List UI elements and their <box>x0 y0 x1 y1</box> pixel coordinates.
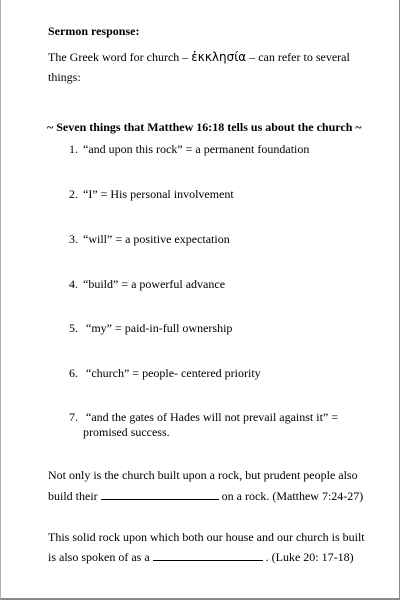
greek-intro-line2: things: <box>48 70 81 84</box>
greek-intro-before: The Greek word for church – <box>48 50 192 64</box>
list-item-text: “I” = His personal involvement <box>83 187 234 201</box>
list-item <box>69 321 232 335</box>
list-item-number: 4. <box>69 277 78 291</box>
list-item <box>69 410 338 424</box>
list-item-continuation: promised success. <box>83 425 170 439</box>
paragraph-1-before: build their <box>48 489 101 503</box>
list-item-number: 3. <box>69 232 78 246</box>
list-item <box>69 366 261 380</box>
list-item-text: “will” = a positive expectation <box>83 232 230 246</box>
paragraph-2-line1: This solid rock upon which both our house and our church is built <box>48 530 365 544</box>
list-item <box>69 142 309 156</box>
greek-word: ἐκκλησία <box>191 50 247 64</box>
paragraph-1-line1: Not only is the church built upon a rock, but prudent people also <box>48 468 358 482</box>
list-item-number: 5. <box>69 321 78 335</box>
paragraph-2-before: is also spoken of as a <box>48 550 153 564</box>
greek-intro-line1 <box>48 50 350 64</box>
list-item <box>69 187 234 201</box>
fill-in-blank[interactable] <box>153 549 263 561</box>
list-item-text: “build” = a powerful advance <box>83 277 226 291</box>
fill-in-blank[interactable] <box>101 488 219 500</box>
list-item-number: 1. <box>69 142 78 156</box>
list-item-text: “my” = paid-in-full ownership <box>83 321 233 335</box>
paragraph-2-after: . (Luke 20: 17-18) <box>262 550 354 564</box>
list-item-text: “and the gates of Hades will not prevail against it” = <box>83 410 339 424</box>
section-title: ~ Seven things that Matthew 16:18 tells us about the church ~ <box>47 120 362 134</box>
paragraph-2-line2 <box>48 549 354 564</box>
list-item <box>69 232 230 246</box>
greek-intro-after: – can refer to several <box>246 50 350 64</box>
paragraph-1-line2 <box>48 488 363 503</box>
paragraph-1-after: on a rock. (Matthew 7:24-27) <box>218 489 364 503</box>
list-item-number: 7. <box>69 410 78 424</box>
sermon-heading: Sermon response: <box>48 24 140 38</box>
list-item <box>69 277 225 291</box>
list-item-text: “and upon this rock” = a permanent foundation <box>83 142 310 156</box>
list-item-text: “church” = people- centered priority <box>83 366 261 380</box>
list-item-number: 2. <box>69 187 78 201</box>
list-item-number: 6. <box>69 366 78 380</box>
